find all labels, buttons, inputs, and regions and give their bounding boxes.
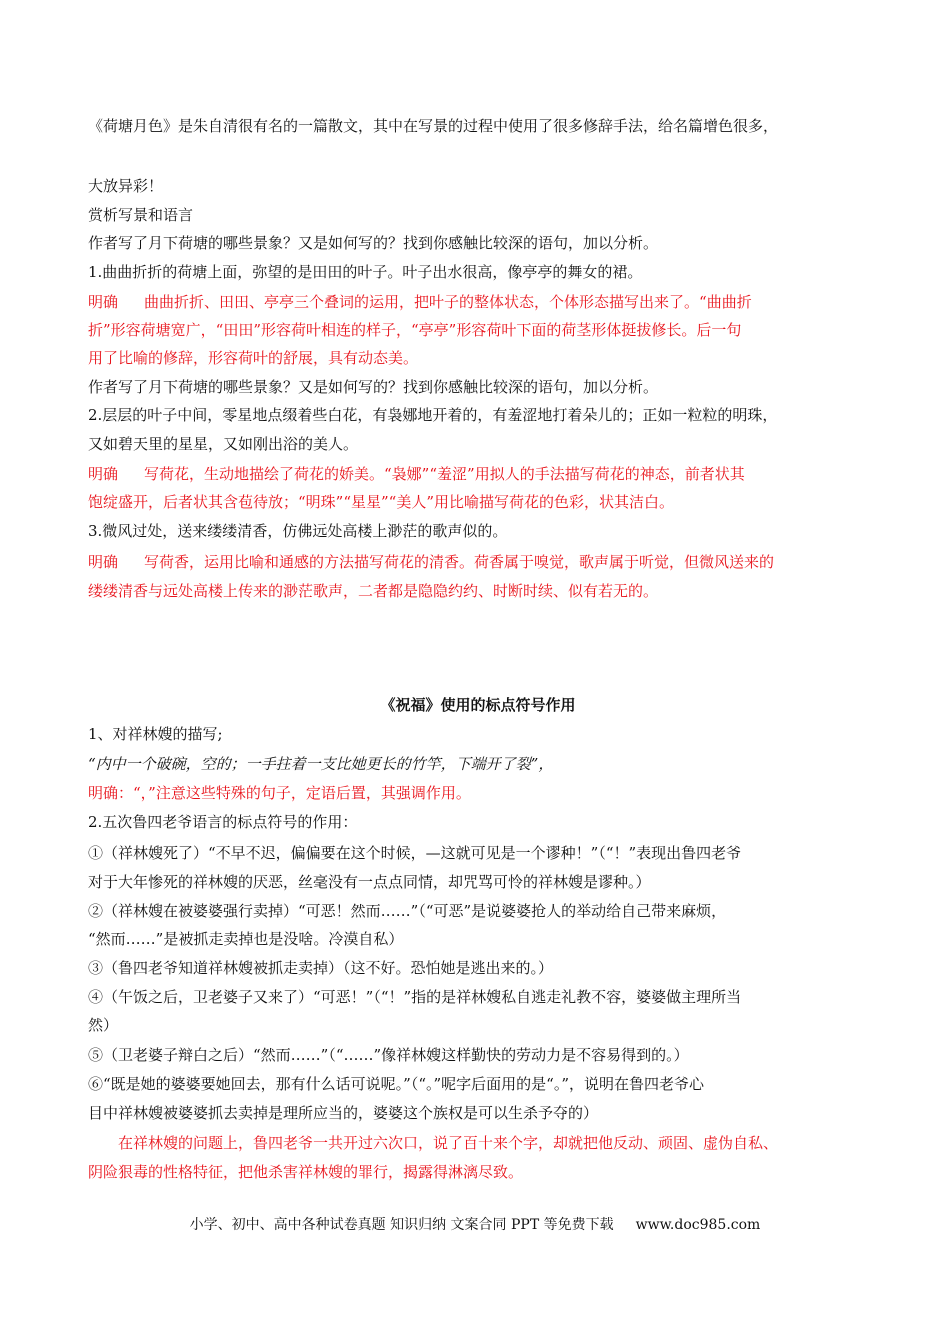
list-item: 目中祥林嫂被婆婆抓去卖掉是理所应当的，婆婆这个族权是可以生杀予夺的） [88, 1104, 599, 1122]
answer-1-line-1: 明确 曲曲折折、田田、亭亭三个叠词的运用，把叶子的整体状态，个体形态描写出来了。“曲曲折 [88, 293, 752, 311]
answer-1-line-2: 折”形容荷塘宽广，“田田”形容荷叶相连的样子，“亭亭”形容荷叶下面的荷茎形体挺拔修长。后一句 [88, 321, 742, 339]
answer-label: 明确 [88, 553, 119, 571]
quote-1: “内中一个破碗，空的；一手拄着一支比她更长的竹竿，下端开了裂”， [88, 755, 554, 773]
answer-2-line-2: 饱绽盛开，后者状其含苞待放；“明珠”“星星”“美人”用比喻描写荷花的色彩，状其洁白。 [88, 493, 675, 511]
list-item: 然） [88, 1016, 119, 1034]
answer-label: 明确 [88, 293, 119, 311]
page-footer [0, 1214, 950, 1234]
answer-label: 明确 [88, 465, 119, 483]
answer-3-line-1: 明确 写荷香，运用比喻和通感的方法描写荷花的清香。荷香属于嗅觉，歌声属于听觉，但微风送来的 [88, 553, 775, 571]
footer-text: 小学、初中、高中各种试卷真题 知识归纳 文案合同 PPT 等免费下载 [189, 1217, 614, 1233]
section-heading: 赏析写景和语言 [88, 206, 194, 224]
answer-1-line-3: 用了比喻的修辞，形容荷叶的舒展，具有动态美。 [88, 349, 419, 367]
intro-line-1: 《荷塘月色》是朱自清很有名的一篇散文，其中在写景的过程中使用了很多修辞手法，给名篇增色很多， [88, 117, 779, 135]
list-item: 对于大年惨死的祥林嫂的厌恶，丝毫没有一点点同情，却咒骂可怜的祥林嫂是谬种。） [88, 873, 651, 891]
footer-url[interactable]: www.doc985.com [635, 1217, 761, 1233]
answer-3-line-2: 缕缕清香与远处高楼上传来的渺茫歌声，二者都是隐隐约约、时断时续、似有若无的。 [88, 582, 659, 600]
list-item: ④（午饭之后，卫老婆子又来了）“可恶！”（“！”指的是祥林嫂私自逃走礼教不容，婆婆做主理所当 [88, 988, 742, 1006]
intro-line-2: 大放异彩！ [88, 177, 164, 195]
list-item: ②（祥林嫂在被婆婆强行卖掉）“可恶！然而……”（“可恶”是说婆婆抢人的举动给自己带来麻烦， [88, 902, 727, 920]
list-item: ⑤（卫老婆子辩白之后）“然而……”（“……”像祥林嫂这样勤快的劳动力是不容易得到的。） [88, 1046, 689, 1064]
section-2-title: 《祝福》使用的标点符号作用 [380, 696, 576, 714]
list-item: ①（祥林嫂死了）“不早不迟，偏偏要在这个时候，—这就可见是一个谬种！”（“！”表现出鲁四老爷 [88, 844, 742, 862]
answer-point-1: 明确：“，”注意这些特殊的句子，定语后置，其强调作用。 [88, 784, 471, 802]
answer-2-line-1: 明确 写荷花，生动地描绘了荷花的娇美。“袅娜”“羞涩”用拟人的手法描写荷花的神态，前者状其 [88, 465, 745, 483]
item-3: 3.微风过处，送来缕缕清香，仿佛远处高楼上渺茫的歌声似的。 [88, 522, 508, 540]
conclusion-line-2: 阴险狠毒的性格特征，把他杀害祥林嫂的罪行，揭露得淋漓尽致。 [88, 1163, 524, 1181]
list-item: ③（鲁四老爷知道祥林嫂被抓走卖掉）（这不好。恐怕她是逃出来的。） [88, 959, 554, 977]
item-2-line-2: 又如碧天里的星星，又如刚出浴的美人。 [88, 435, 359, 453]
conclusion-line-1: 在祥林嫂的问题上，鲁四老爷一共开过六次口，说了百十来个字，却就把他反动、顽固、虚伪自私、 [118, 1134, 779, 1152]
point-1: 1、对祥林嫂的描写; [88, 725, 223, 743]
question-a: 作者写了月下荷塘的哪些景象？又是如何写的？找到你感触比较深的语句，加以分析。 [88, 234, 659, 252]
point-2: 2.五次鲁四老爷语言的标点符号的作用： [88, 813, 358, 831]
list-item: “然而……”是被抓走卖掉也是没啥。冷漠自私） [88, 930, 404, 948]
list-item: ⑥“既是她的婆婆要她回去，那有什么话可说呢。”（“。”呢字后面用的是“。”，说明在鲁四老爷心 [88, 1075, 705, 1093]
item-1: 1.曲曲折折的荷塘上面，弥望的是田田的叶子。叶子出水很高，像亭亭的舞女的裙。 [88, 263, 643, 281]
item-2-line-1: 2.层层的叶子中间，零星地点缀着些白花，有袅娜地开着的，有羞涩地打着朵儿的；正如一粒粒的明珠， [88, 406, 778, 424]
question-b: 作者写了月下荷塘的哪些景象？又是如何写的？找到你感触比较深的语句，加以分析。 [88, 378, 659, 396]
